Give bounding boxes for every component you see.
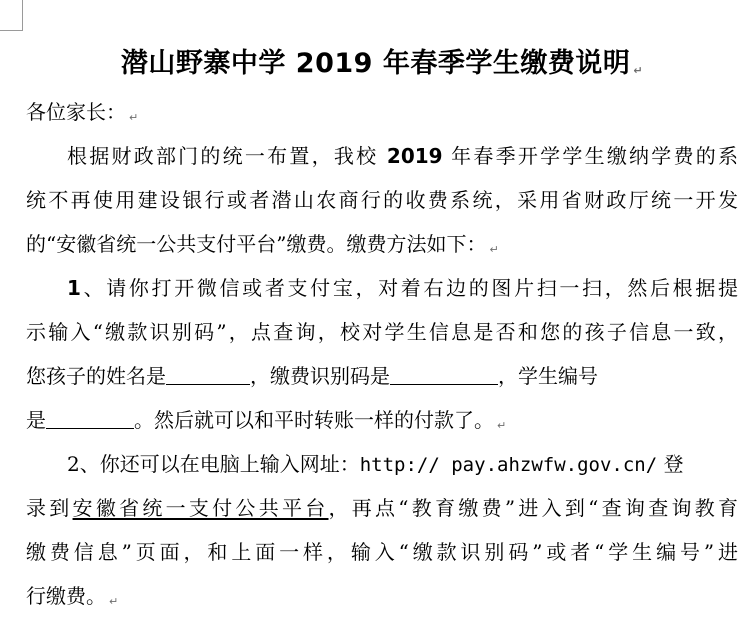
paragraph-mark-icon: ↵ bbox=[129, 111, 139, 124]
step2-text-2a: 录到 bbox=[26, 496, 73, 520]
intro-line-2: 统不再使用建设银行或者潜山农商行的收费系统，采用省财政厅统一开发 bbox=[26, 188, 738, 212]
step2-line-4 bbox=[26, 574, 738, 618]
paragraph-mark-icon: ↵ bbox=[633, 64, 644, 77]
payment-url[interactable]: http:// pay.ahzwfw.gov.cn/ bbox=[359, 454, 658, 476]
step1-id-label-cont: 是 bbox=[26, 408, 46, 432]
step1-text-1: 、请你打开微信或者支付宝，对着右边的图片扫一扫，然后根据提 bbox=[80, 276, 738, 300]
step2-text-2b: ，再点“教育缴费”进入到“查询查询教育 bbox=[328, 496, 739, 520]
intro-text-b: 年春季开学学生缴纳学费的系 bbox=[442, 144, 739, 168]
student-name-blank bbox=[166, 364, 250, 385]
step1-text-4: 。然后就可以和平时转账一样的付款了。 bbox=[134, 408, 494, 432]
step2-line-1 bbox=[26, 442, 738, 486]
paragraph-mark-icon: ↵ bbox=[497, 419, 507, 432]
step1-name-label: 您孩子的姓名是 bbox=[26, 364, 166, 388]
intro-text-a: 根据财政部门的统一布置，我校 bbox=[67, 144, 387, 168]
step1-id-label: ，学生编号 bbox=[498, 364, 598, 388]
step2-text-1: 2、你还可以在电脑上输入网址： bbox=[67, 452, 360, 476]
document-page bbox=[26, 38, 738, 618]
step2-text-4: 行缴费。 bbox=[26, 584, 106, 608]
step1-line-2: 示输入“缴款识别码”，点查询，校对学生信息是否和您的孩子信息一致， bbox=[26, 320, 738, 344]
page-corner-mark bbox=[0, 0, 23, 31]
intro-line-1 bbox=[26, 134, 738, 178]
step2-line-2 bbox=[26, 486, 738, 530]
paragraph-mark-icon: ↵ bbox=[109, 595, 119, 608]
step1-number: 1 bbox=[67, 276, 81, 300]
step1-line-4 bbox=[26, 398, 738, 442]
greeting-line bbox=[26, 92, 738, 134]
intro-year: 2019 bbox=[386, 144, 443, 168]
payment-code-blank bbox=[390, 364, 498, 385]
step2-line-3: 缴费信息”页面，和上面一样，输入“缴款识别码”或者“学生编号”进 bbox=[26, 540, 738, 564]
student-id-blank bbox=[46, 408, 134, 429]
paragraph-mark-icon: ↵ bbox=[489, 243, 499, 256]
step1-line-3 bbox=[26, 354, 738, 398]
intro-line-3 bbox=[26, 222, 738, 266]
title-text: 潜山野寨中学 2019 年春季学生缴费说明 bbox=[120, 48, 631, 79]
platform-link[interactable]: 安徽省统一支付公共平台 bbox=[72, 496, 329, 520]
step1-code-label: ，缴费识别码是 bbox=[250, 364, 390, 388]
step2-text-1b: 登 bbox=[657, 452, 684, 476]
intro-text-c: 的“安徽省统一公共支付平台”缴费。缴费方法如下： bbox=[26, 232, 487, 256]
step1-line-1 bbox=[26, 266, 738, 310]
document-title bbox=[26, 38, 738, 92]
greeting-text: 各位家长： bbox=[26, 100, 126, 124]
